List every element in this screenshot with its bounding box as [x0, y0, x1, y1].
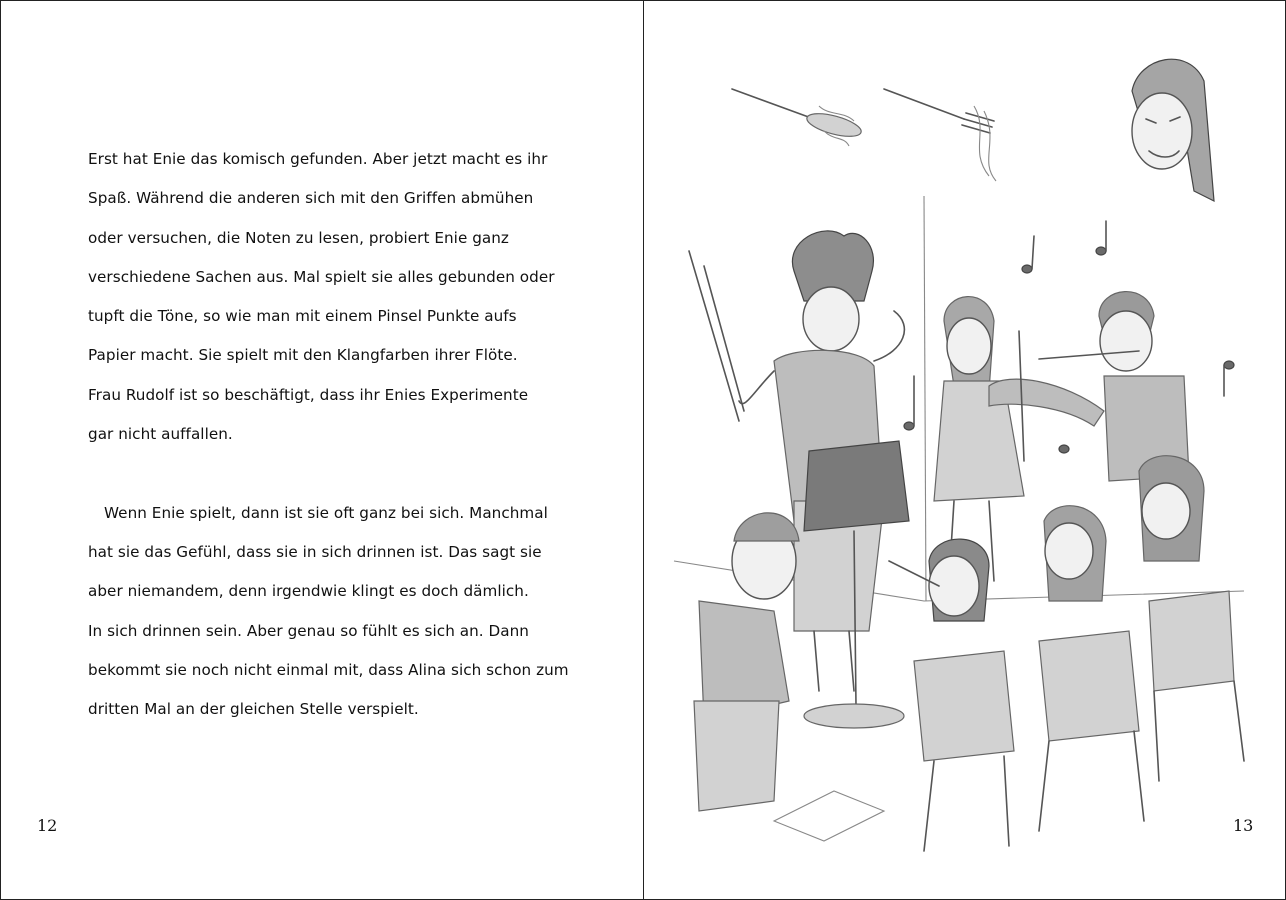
text-line: verschiedene Sachen aus. Mal spielt sie alles gebunden oder: [88, 267, 555, 286]
text-line: gar nicht auffallen.: [88, 425, 233, 444]
text-line: aber niemandem, denn irgendwie klingt es doch dämlich.: [88, 582, 529, 601]
wall-corner-line: [924, 196, 926, 601]
music-class-illustration: [644, 1, 1285, 899]
trumpet-girl: [889, 539, 1014, 761]
spoon-sketch: [732, 89, 863, 146]
clarinet-girl: [1139, 456, 1234, 691]
text-line: Frau Rudolf ist so beschäftigt, dass ihr Enies Experimente: [88, 385, 529, 404]
girl-face-sketch: [1132, 59, 1214, 201]
text-line: Wenn Enie spielt, dann ist sie oft ganz bei sich. Manchmal: [104, 503, 548, 522]
text-line: Papier macht. Sie spielt mit den Klangfarben ihrer Flöte.: [88, 346, 518, 365]
fork-sketch: [884, 89, 996, 181]
story-text: [88, 140, 588, 729]
recorder-girl: [1039, 506, 1139, 741]
text-line: dritten Mal an der gleichen Stelle verspielt.: [88, 700, 419, 719]
page-number-right: 13: [1233, 816, 1254, 835]
paragraph-1: [88, 140, 588, 454]
text-line: In sich drinnen sein. Aber genau so fühlt es sich an. Dann: [88, 621, 529, 640]
text-line: oder versuchen, die Noten zu lesen, probiert Enie ganz: [88, 228, 509, 247]
right-page: [644, 1, 1285, 899]
text-line: Erst hat Enie das komisch gefunden. Aber jetzt macht es ihr: [88, 150, 548, 168]
text-line: Spaß. Während die anderen sich mit den Griffen abmühen: [88, 189, 534, 208]
text-line: bekommt sie noch nicht einmal mit, dass Alina sich schon zum: [88, 660, 569, 679]
text-line: tupft die Töne, so wie man mit einem Pinsel Punkte aufs: [88, 307, 517, 326]
page-number-left: 12: [37, 816, 58, 835]
text-line: hat sie das Gefühl, dass sie in sich drinnen ist. Das sagt sie: [88, 542, 542, 561]
sheet-on-floor: [774, 791, 884, 841]
left-page: [1, 1, 643, 899]
seated-boy-left: [694, 513, 799, 811]
paragraph-2: [88, 494, 588, 730]
